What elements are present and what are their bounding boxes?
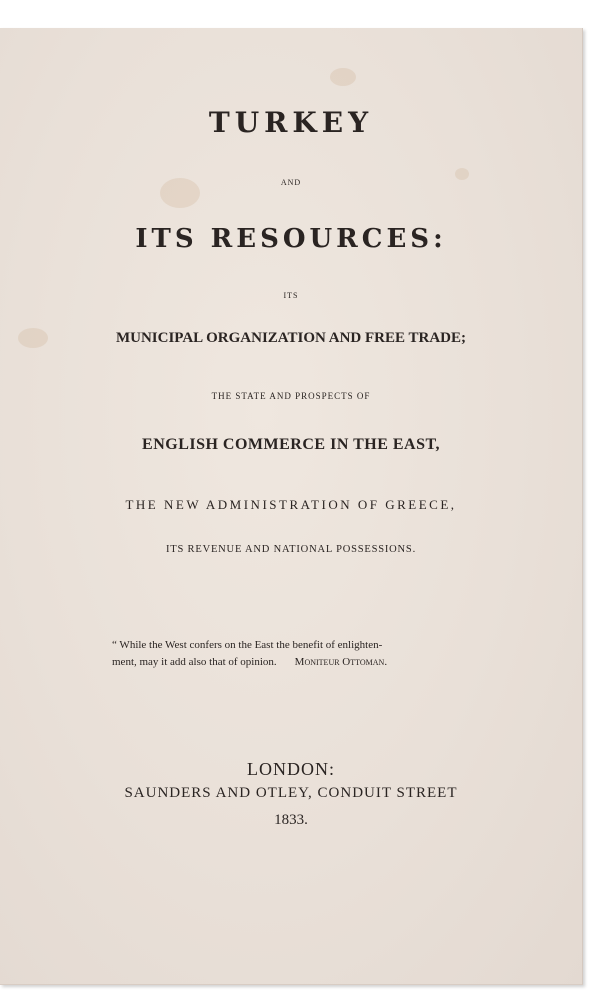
subtitle-greece: THE NEW ADMINISTRATION OF GREECE, [125, 497, 457, 512]
imprint-publisher: SAUNDERS AND OTLEY, CONDUIT STREET [124, 785, 458, 801]
epigraph-line-2: ment, may it add also that of opinion. [112, 656, 277, 668]
title-turkey: TURKEY [208, 106, 374, 139]
epigraph-attribution: Moniteur Ottoman. [294, 656, 388, 668]
connector-state: THE STATE AND PROSPECTS OF [211, 391, 371, 401]
imprint-year: 1833. [274, 812, 308, 828]
connector-its: ITS [283, 291, 299, 300]
title-its-resources: ITS RESOURCES: [135, 224, 447, 254]
subtitle-revenue: ITS REVENUE AND NATIONAL POSSESSIONS. [165, 544, 417, 555]
subtitle-municipal: MUNICIPAL ORGANIZATION AND FREE TRADE; [115, 330, 467, 346]
epigraph [112, 637, 472, 671]
epigraph-line-2-wrap [112, 654, 472, 671]
epigraph-line-1: “ While the West confers on the East the benefit of enlighten- [112, 639, 383, 651]
subtitle-commerce: ENGLISH COMMERCE IN THE EAST, [142, 436, 440, 453]
foxing-spot [330, 68, 356, 86]
connector-and: AND [280, 178, 302, 187]
imprint-city: LONDON: [247, 759, 335, 779]
title-page [0, 28, 583, 985]
